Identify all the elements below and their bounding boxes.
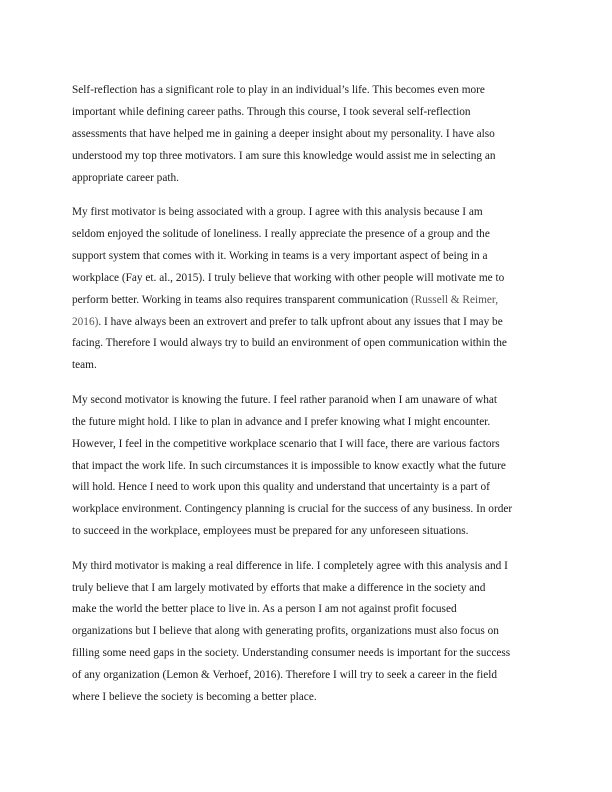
text-line: support system that comes with it. Working in teams is a very important aspect of being in a: [72, 249, 488, 262]
text-line: assessments that have helped me in gaining a deeper insight about my personality. I have also: [72, 127, 495, 140]
text-line: My second motivator is knowing the future. I feel rather paranoid when I am unaware of what: [72, 393, 498, 406]
text-line: filling some need gaps in the society. Understanding consumer needs is important for the success: [72, 647, 511, 660]
text-line: understood my top three motivators. I am sure this knowledge would assist me in selecting an: [72, 149, 496, 162]
paragraph-first-motivator: [72, 202, 542, 377]
text-line: to succeed in the workplace, employees must be prepared for any unforeseen situations.: [72, 525, 469, 538]
text-line-with-citation: [72, 290, 542, 312]
text-line: truly believe that I am largely motivated by efforts that make a difference in the society and: [72, 581, 486, 594]
text-line: appropriate career path.: [72, 171, 179, 184]
text-line: that impact the work life. In such circumstances it is impossible to know exactly what the future: [72, 459, 506, 472]
paragraph-third-motivator: [72, 556, 542, 709]
text-line: organizations but I believe that along with generating profits, organizations must also focus on: [72, 625, 499, 638]
text-line: where I believe the society is becoming a better place.: [72, 691, 317, 704]
text-line: team.: [72, 359, 97, 372]
document-body: [72, 80, 542, 721]
text-line: will hold. Hence I need to work upon this quality and understand that uncertainty is a part of: [72, 481, 490, 494]
paragraph-introduction: [72, 80, 542, 190]
text-segment: . I have always been an extrovert and prefer to talk upfront about any issues that I may be: [98, 315, 503, 328]
text-segment: perform better. Working in teams also requires transparent communication: [72, 293, 411, 306]
text-line: of any organization (Lemon & Verhoef, 2016). Therefore I will try to seek a career in the field: [72, 669, 498, 682]
text-line: My third motivator is making a real difference in life. I completely agree with this analysis and I: [72, 559, 508, 572]
text-line: My first motivator is being associated with a group. I agree with this analysis because I am: [72, 206, 483, 219]
text-line: However, I feel in the competitive workplace scenario that I will face, there are various factors: [72, 437, 500, 450]
text-line: the future might hold. I like to plan in advance and I prefer knowing what I might encounter.: [72, 415, 491, 428]
text-line: make the world the better place to live in. As a person I am not against profit focused: [72, 603, 457, 616]
text-line: important while defining career paths. Through this course, I took several self-reflection: [72, 105, 471, 118]
text-line: workplace (Fay et. al., 2015). I truly believe that working with other people will motivate me to: [72, 271, 505, 284]
paragraph-second-motivator: [72, 390, 542, 543]
citation-year: 2016): [72, 315, 99, 328]
text-line: seldom enjoyed the solitude of loneliness. I really appreciate the presence of a group and the: [72, 227, 490, 240]
text-line-with-citation: [72, 312, 542, 334]
text-line: Self-reflection has a significant role to play in an individual’s life. This becomes even more: [72, 84, 485, 96]
text-line: workplace environment. Contingency planning is crucial for the success of any business. In order: [72, 503, 513, 516]
text-line: facing. Therefore I would always try to build an environment of open communication within the: [72, 337, 507, 350]
citation-russell-reimer: (Russell & Reimer,: [410, 293, 499, 306]
